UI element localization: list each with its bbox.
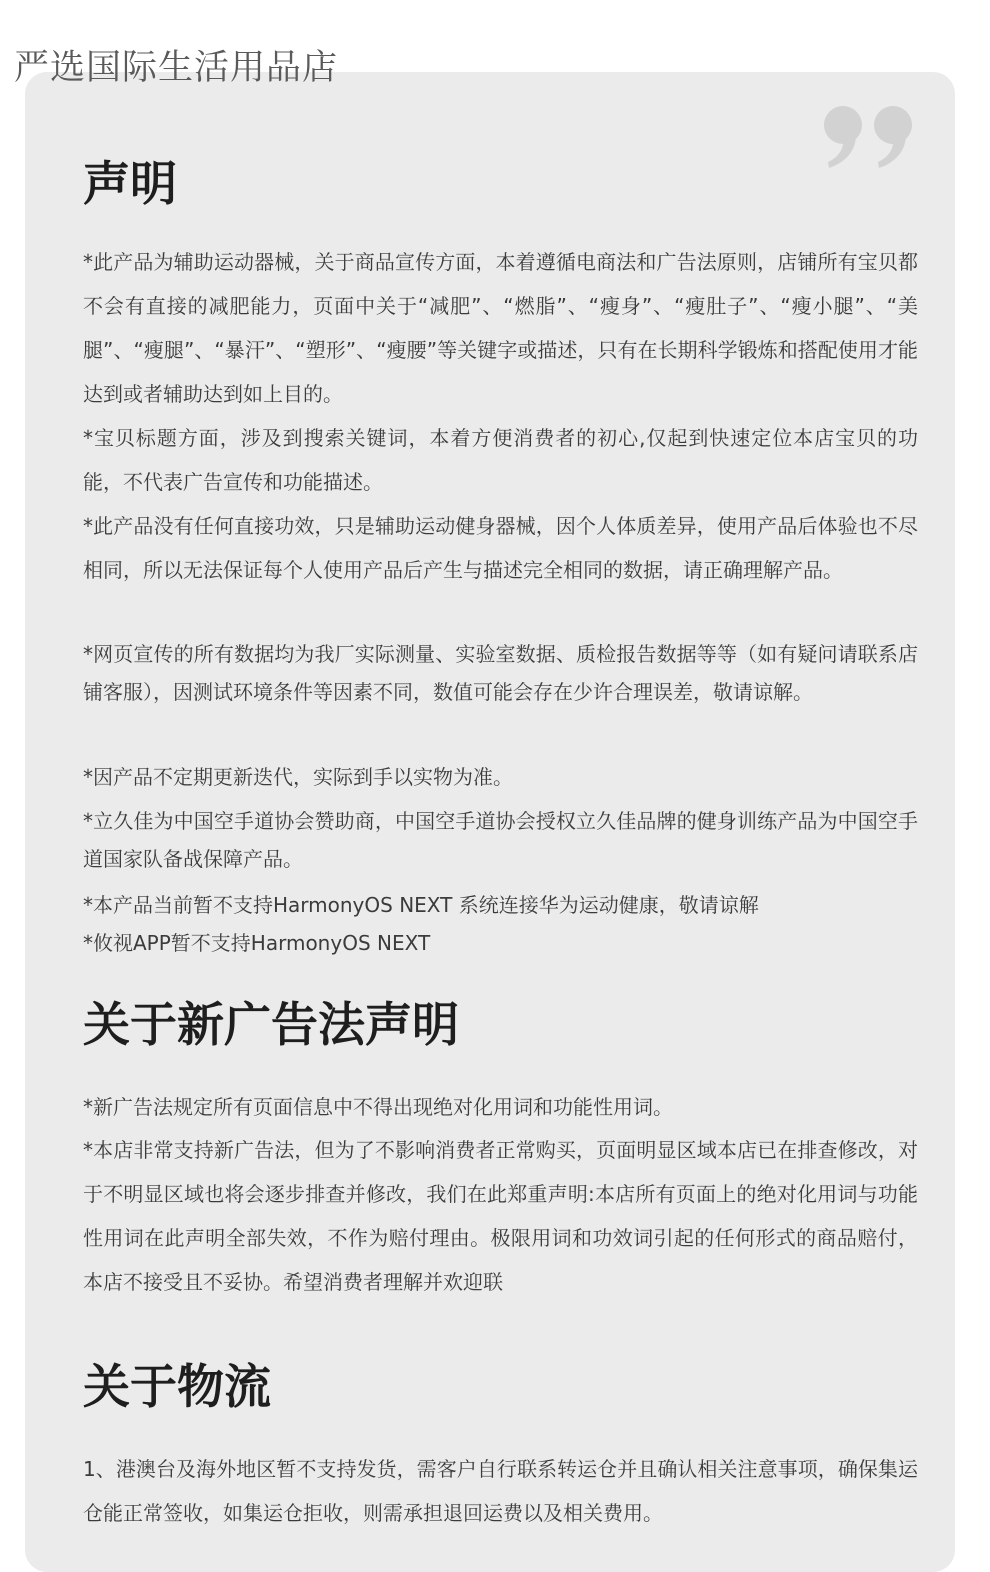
statement-paragraph-6: *立久佳为中国空手道协会赞助商，中国空手道协会授权立久佳品牌的健身训练产品为中国空手道国家队备战保障产品。: [83, 809, 918, 871]
statement-paragraph-2: *宝贝标题方面，涉及到搜索关键词，本着方便消费者的初心,仅起到快速定位本店宝贝的功能，不代表广告宣传和功能描述。: [83, 426, 918, 494]
statement-paragraph-8: *攸视APP暂不支持HarmonyOS NEXT: [83, 931, 431, 955]
ad-law-paragraph-2: *本店非常支持新广告法，但为了不影响消费者正常购买，页面明显区域本店已在排查修改，对于不明显区域也将会逐步排查并修改，我们在此郑重声明:本店所有页面上的绝对化用词与功能性用词在此声明全部失效，不作为赔付理由。极限用词和功效词引起的任何形式的商品赔付，本店不接受且不妥协。希望消费者理解并欢迎联: [83, 1138, 918, 1294]
section-title-logistics: 关于物流: [83, 1360, 271, 1415]
quote-icon: [821, 104, 919, 170]
section-title-statement: 声明: [83, 157, 177, 212]
statement-paragraph-5: *因产品不定期更新迭代，实际到手以实物为准。: [83, 765, 513, 789]
section-title-ad-law: 关于新广告法声明: [83, 998, 459, 1053]
statement-paragraph-4: *网页宣传的所有数据均为我厂实际测量、实验室数据、质检报告数据等等（如有疑问请联系店铺客服），因测试环境条件等因素不同，数值可能会存在少许合理误差，敬请谅解。: [83, 642, 918, 704]
statement-paragraph-1: *此产品为辅助运动器械，关于商品宣传方面，本着遵循电商法和广告法原则，店铺所有宝贝都不会有直接的减肥能力，页面中关于“减肥”、“燃脂”、“瘦身”、“瘦肚子”、“瘦小腿”、“美腿”、“瘦腿”、“暴汗”、“塑形”、“瘦腰”等关键字或描述，只有在长期科学锻炼和搭配使用才能达到或者辅助达到如上目的。: [83, 250, 918, 406]
store-watermark: 严选国际生活用品店: [14, 48, 339, 88]
statement-paragraph-7: *本产品当前暂不支持HarmonyOS NEXT 系统连接华为运动健康，敬请谅解: [83, 893, 759, 917]
statement-paragraph-3: *此产品没有任何直接功效，只是辅助运动健身器械，因个人体质差异，使用产品后体验也不尽相同，所以无法保证每个人使用产品后产生与描述完全相同的数据，请正确理解产品。: [83, 514, 918, 582]
ad-law-paragraph-1: *新广告法规定所有页面信息中不得出现绝对化用词和功能性用词。: [83, 1095, 673, 1119]
logistics-paragraph-1: 1、港澳台及海外地区暂不支持发货，需客户自行联系转运仓并且确认相关注意事项，确保集运仓能正常签收，如集运仓拒收，则需承担退回运费以及相关费用。: [83, 1457, 918, 1525]
